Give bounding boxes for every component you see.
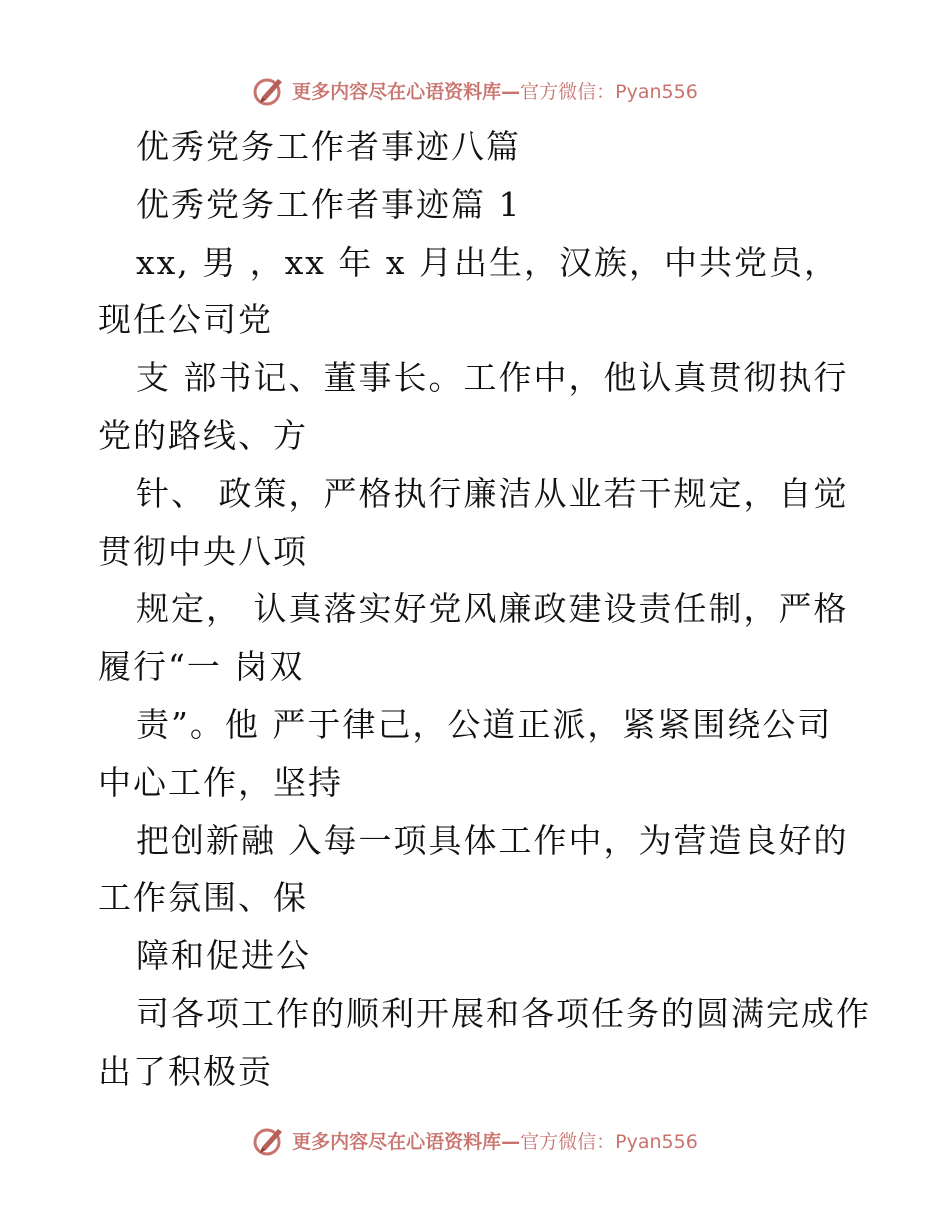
footer-banner: [0, 1120, 950, 1160]
paragraph-line: 障和促进公: [136, 936, 311, 976]
footer-separator: —: [501, 1130, 521, 1153]
paragraph-line: 中心工作，坚持: [98, 762, 343, 802]
header-wechat-text: 官方微信：Pyan556: [520, 80, 698, 103]
footer-banner-inner: [252, 1123, 698, 1157]
footer-site-text: 更多内容尽在心语资料库: [292, 1130, 502, 1153]
paragraph-line: 出了积极贡: [98, 1051, 273, 1091]
paragraph-line: 现任公司党: [98, 300, 273, 340]
paragraph-line: 工作氛围、保: [98, 878, 308, 918]
paragraph-line: xx, 男 ，xx 年 x 月出生，汉族，中共党员，: [136, 242, 839, 282]
header-separator: —: [501, 80, 521, 103]
paragraph-line: 规定， 认真落实好党风廉政建设责任制，严格: [136, 589, 849, 629]
footer-banner-text: [292, 1127, 698, 1154]
paragraph-line: 党的路线、方: [98, 415, 308, 455]
footer-wechat-text: 官方微信：Pyan556: [520, 1130, 698, 1153]
paragraph-line: 司各项工作的顺利开展和各项任务的圆满完成作: [136, 993, 871, 1033]
document-body: [98, 118, 871, 1101]
header-banner-inner: [252, 73, 698, 107]
paragraph-line: 履行“一 岗双: [98, 647, 305, 687]
paragraph-line: 针、 政策，严格执行廉洁从业若干规定，自觉: [136, 473, 849, 513]
header-site-text: 更多内容尽在心语资料库: [292, 80, 502, 103]
paragraph-line: 把创新融 入每一项具体工作中，为营造良好的: [136, 820, 849, 860]
pen-logo-icon: [252, 1123, 286, 1157]
paragraph-line: 支 部书记、董事长。工作中，他认真贯彻执行: [136, 358, 849, 398]
paragraph-line: 责”。他 严于律己，公道正派，紧紧围绕公司: [136, 704, 833, 744]
paragraph-line: 贯彻中央八项: [98, 531, 308, 571]
section-heading: 优秀党务工作者事迹篇 1: [136, 184, 522, 224]
pen-logo-icon: [252, 73, 286, 107]
document-title: 优秀党务工作者事迹八篇: [136, 127, 521, 166]
header-banner-text: [292, 77, 698, 104]
header-banner: [0, 70, 950, 110]
